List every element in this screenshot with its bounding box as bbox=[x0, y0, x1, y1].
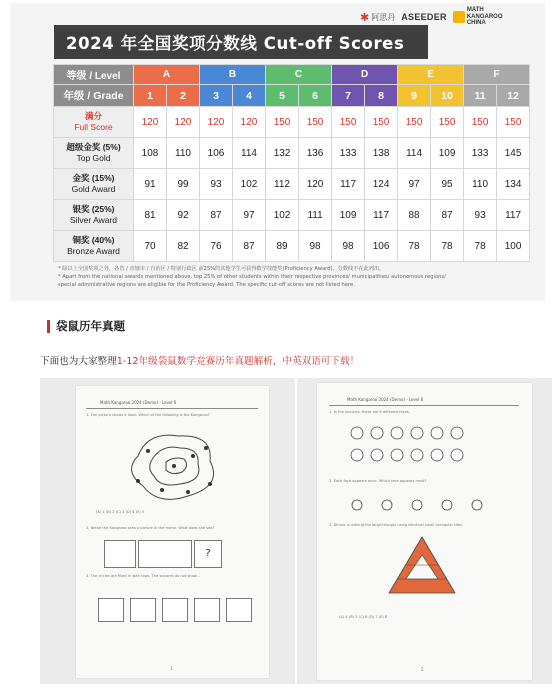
award-label bbox=[54, 200, 134, 231]
level-c: C bbox=[266, 65, 332, 85]
maze-figure bbox=[118, 426, 228, 504]
grade-cell: 1 bbox=[134, 85, 167, 107]
intro-text: 下面也为大家整理1-12年级袋鼠数学竞赛历年真题解析，中英双语可下载！ bbox=[40, 356, 360, 367]
score-cell: 114 bbox=[233, 138, 266, 169]
section-heading bbox=[47, 318, 125, 334]
score-cell: 102 bbox=[266, 200, 299, 231]
score-cell: 100 bbox=[497, 231, 530, 262]
score-cell: 120 bbox=[167, 107, 200, 138]
page-number: 1 bbox=[170, 666, 173, 671]
grade-cell: 3 bbox=[200, 85, 233, 107]
award-name-cn: 银奖 (25%) bbox=[72, 204, 115, 214]
score-cell: 82 bbox=[167, 231, 200, 262]
award-row bbox=[54, 200, 530, 231]
card-title: 2024 年全国奖项分数线 Cut-off Scores bbox=[66, 34, 405, 53]
faces-figure bbox=[347, 423, 497, 473]
footnote-en-1: * Apart from the national awards mentioned above, top 25% of other students within their respective provinces/ municipalities/ autonomous regions/ bbox=[58, 274, 446, 280]
aai-logo: ✱ 阿思丹 bbox=[360, 11, 396, 24]
level-d: D bbox=[332, 65, 398, 85]
score-cell: 78 bbox=[431, 231, 464, 262]
grade-cell: 5 bbox=[266, 85, 299, 107]
grade-cell: 10 bbox=[431, 85, 464, 107]
score-cell: 87 bbox=[431, 200, 464, 231]
score-cell: 106 bbox=[200, 138, 233, 169]
exam-paper-image[interactable] bbox=[40, 378, 295, 684]
award-name-en: Gold Award bbox=[71, 184, 116, 194]
score-cell: 134 bbox=[497, 169, 530, 200]
grade-cell: 6 bbox=[299, 85, 332, 107]
card-title-band bbox=[54, 25, 428, 59]
score-cell: 108 bbox=[134, 138, 167, 169]
award-label bbox=[54, 107, 134, 138]
award-row bbox=[54, 138, 530, 169]
grade-cell: 11 bbox=[464, 85, 497, 107]
score-cell: 97 bbox=[233, 200, 266, 231]
paper-sheet bbox=[317, 383, 532, 680]
score-cell: 150 bbox=[266, 107, 299, 138]
award-name-en: Top Gold bbox=[76, 153, 111, 163]
math-kangaroo-logo: MATH KANGAROO CHINA bbox=[453, 7, 503, 27]
question-1: 1. The picture shows a lawn. Which of the following is the Kangaroo? bbox=[86, 413, 210, 417]
cutoff-score-card bbox=[10, 3, 545, 301]
score-cell: 81 bbox=[134, 200, 167, 231]
grade-cell: 12 bbox=[497, 85, 530, 107]
score-cell: 120 bbox=[200, 107, 233, 138]
aseeder-logo: ASEEDER bbox=[401, 12, 447, 22]
grade-row bbox=[54, 85, 530, 107]
score-cell: 150 bbox=[398, 107, 431, 138]
award-name-cn: 满分 bbox=[84, 111, 102, 121]
award-label bbox=[54, 138, 134, 169]
score-cell: 150 bbox=[332, 107, 365, 138]
score-cell: 78 bbox=[398, 231, 431, 262]
score-cell: 92 bbox=[167, 200, 200, 231]
level-row bbox=[54, 65, 530, 85]
intro-highlight: 1-12年级袋鼠数学竞赛历年真题解析，中英双语可下载！ bbox=[116, 356, 360, 367]
page-number: 2 bbox=[421, 667, 424, 672]
score-cell: 138 bbox=[365, 138, 398, 169]
footnote-cn: * 除以上全国奖项之外，各省 / 直辖市 / 自治区 / 特别行政区 前25%的其他学生可获得数学技能奖(Proficiency Award)，分数线不在此列出。 bbox=[58, 266, 385, 272]
kangaroo-icon bbox=[453, 11, 465, 23]
score-cell: 93 bbox=[464, 200, 497, 231]
score-cell: 114 bbox=[398, 138, 431, 169]
grade-cell: 4 bbox=[233, 85, 266, 107]
triangle-figure bbox=[387, 535, 457, 595]
paper-header: Math Kangaroo 2024 (Demo) - Level 6 bbox=[100, 400, 177, 405]
score-cell: 106 bbox=[365, 231, 398, 262]
heading-accent-bar bbox=[47, 320, 50, 333]
award-name-en: Full Score bbox=[74, 122, 113, 132]
cutoff-table bbox=[53, 64, 530, 262]
grade-cell: 9 bbox=[398, 85, 431, 107]
score-cell: 110 bbox=[464, 169, 497, 200]
score-cell: 87 bbox=[200, 200, 233, 231]
score-cell: 88 bbox=[398, 200, 431, 231]
score-cell: 117 bbox=[365, 200, 398, 231]
score-cell: 95 bbox=[431, 169, 464, 200]
score-cell: 117 bbox=[332, 169, 365, 200]
award-name-cn: 铜奖 (40%) bbox=[72, 235, 115, 245]
score-cell: 78 bbox=[464, 231, 497, 262]
award-row bbox=[54, 107, 530, 138]
score-cell: 102 bbox=[233, 169, 266, 200]
grade-cell: 2 bbox=[167, 85, 200, 107]
score-cell: 120 bbox=[233, 107, 266, 138]
score-cell: 110 bbox=[167, 138, 200, 169]
score-cell: 111 bbox=[299, 200, 332, 231]
footnotes bbox=[58, 265, 528, 289]
award-name-en: Silver Award bbox=[69, 215, 118, 225]
score-cell: 112 bbox=[266, 169, 299, 200]
score-cell: 109 bbox=[431, 138, 464, 169]
answer-choices: (A) 4 (B) 5 (C) 6 (D) 7 (E) 8 bbox=[339, 615, 388, 619]
score-cell: 98 bbox=[332, 231, 365, 262]
level-header: 等级 / Level bbox=[54, 65, 134, 85]
score-cell: 150 bbox=[365, 107, 398, 138]
score-cell: 109 bbox=[332, 200, 365, 231]
answer-choices: (A) 1 (B) 2 (C) 3 (D) 4 (E) 5 bbox=[96, 510, 145, 514]
score-cell: 124 bbox=[365, 169, 398, 200]
score-cell: 145 bbox=[497, 138, 530, 169]
award-row bbox=[54, 169, 530, 200]
question-2: 2. Bettie the Kangaroo sees a picture in the mirror. What does she see? bbox=[86, 526, 215, 530]
question-mark-box: ? bbox=[194, 540, 222, 568]
grade-cell: 8 bbox=[365, 85, 398, 107]
score-cell: 117 bbox=[497, 200, 530, 231]
score-cell: 120 bbox=[299, 169, 332, 200]
score-cell: 136 bbox=[299, 138, 332, 169]
question-2: 2. Each face appears once. Which face appears most? bbox=[329, 479, 427, 483]
section-title: 袋鼠历年真题 bbox=[56, 319, 125, 333]
answer-faces bbox=[347, 495, 497, 515]
asterisk-icon: ✱ bbox=[360, 11, 370, 24]
score-cell: 133 bbox=[464, 138, 497, 169]
paper-header: Math Kangaroo 2024 (Demo) - Level 6 bbox=[347, 397, 424, 402]
grade-cell: 7 bbox=[332, 85, 365, 107]
grade-header: 年级 / Grade bbox=[54, 85, 134, 107]
score-cell: 97 bbox=[398, 169, 431, 200]
score-cell: 120 bbox=[134, 107, 167, 138]
score-cell: 150 bbox=[497, 107, 530, 138]
award-label bbox=[54, 231, 134, 262]
award-name-en: Bronze Award bbox=[67, 246, 120, 256]
level-a: A bbox=[134, 65, 200, 85]
level-b: B bbox=[200, 65, 266, 85]
score-cell: 150 bbox=[299, 107, 332, 138]
score-cell: 132 bbox=[266, 138, 299, 169]
award-name-cn: 超级金奖 (5%) bbox=[66, 142, 121, 152]
paper-sheet bbox=[76, 386, 269, 678]
score-cell: 70 bbox=[134, 231, 167, 262]
score-cell: 93 bbox=[200, 169, 233, 200]
score-cell: 91 bbox=[134, 169, 167, 200]
score-cell: 133 bbox=[332, 138, 365, 169]
award-name-cn: 金奖 (15%) bbox=[72, 173, 115, 183]
level-f: F bbox=[464, 65, 530, 85]
score-cell: 76 bbox=[200, 231, 233, 262]
footnote-en-2: special administrative regions are eligible for the Proficiency Award. The specific cut-off scores are not listed here. bbox=[58, 282, 355, 288]
logo-bar bbox=[360, 8, 503, 26]
question-3: 3. Dinara is making the large triangle using identical small triangular tiles. bbox=[329, 523, 463, 527]
score-cell: 98 bbox=[299, 231, 332, 262]
score-cell: 87 bbox=[233, 231, 266, 262]
score-cell: 150 bbox=[464, 107, 497, 138]
score-cell: 89 bbox=[266, 231, 299, 262]
level-e: E bbox=[398, 65, 464, 85]
score-cell: 99 bbox=[167, 169, 200, 200]
score-cell: 150 bbox=[431, 107, 464, 138]
award-label bbox=[54, 169, 134, 200]
award-row bbox=[54, 231, 530, 262]
exam-paper-image[interactable] bbox=[297, 378, 552, 684]
question-1: 1. In the pictures, there are 6 different faces. bbox=[329, 410, 410, 414]
question-3: 3. The circles are filled in with rows. The squares do not show... bbox=[86, 574, 200, 578]
